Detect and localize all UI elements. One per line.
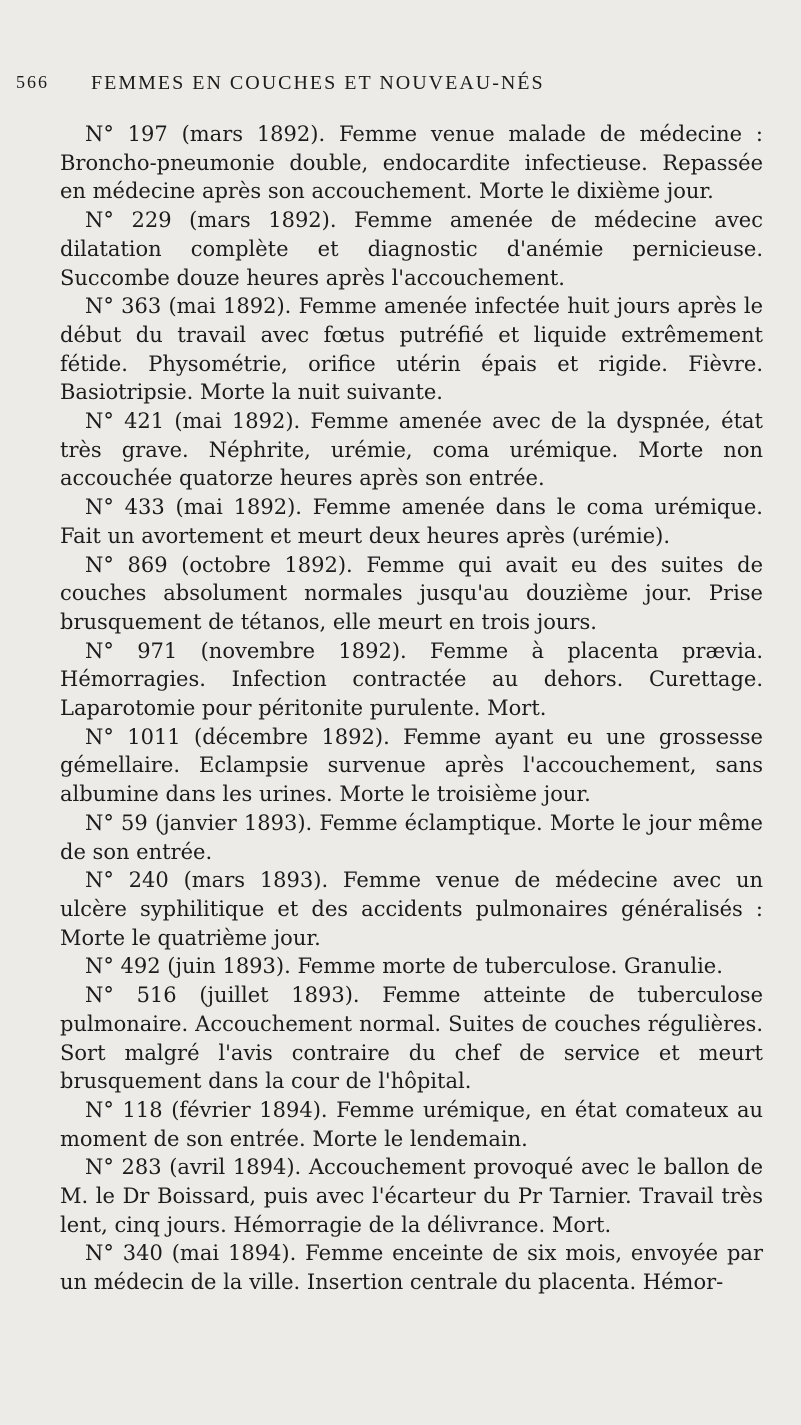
case-entry: N° 240 (mars 1893). Femme venue de médecine avec un ulcère syphilitique et des accidents pulmonaires généralisés : Morte le quatrième jour. — [60, 868, 763, 950]
case-entry: N° 869 (octobre 1892). Femme qui avait eu des suites de couches absolument normales jusqu'au douzième jour. Prise brusquement de tétanos, elle meurt en trois jours. — [60, 552, 763, 634]
case-entry: N° 59 (janvier 1893). Femme éclamptique. Morte le jour même de son entrée. — [60, 810, 763, 864]
case-entry: N° 363 (mai 1892). Femme amenée infectée huit jours après le début du travail avec fœtus putréfié et liquide extrêmement fétide. Physométrie, orifice utérin épais et rigide. Fièvre. Basiotripsie. Morte la nuit suivante. — [60, 294, 763, 405]
case-list — [60, 120, 763, 1297]
page-number: 566 — [16, 72, 49, 92]
case-entry: N° 516 (juillet 1893). Femme atteinte de tuberculose pulmonaire. Accouchement normal. Suites de couches régulières. Sort malgré l'avis contraire du chef de service et meurt brusquement dans la cour de l'hôpital. — [60, 983, 763, 1094]
running-head: FEMMES EN COUCHES ET NOUVEAU-NÉS — [91, 72, 545, 94]
case-entry: N° 283 (avril 1894). Accouchement provoqué avec le ballon de M. le Dr Boissard, puis avec l'écarteur du Pr Tarnier. Travail très lent, cinq jours. Hémorragie de la délivrance. Mort. — [60, 1155, 763, 1237]
page-header — [16, 72, 764, 110]
case-entry: N° 1011 (décembre 1892). Femme ayant eu une grossesse gémellaire. Eclampsie survenue après l'accouchement, sans albumine dans les urines. Morte le troisième jour. — [60, 724, 763, 807]
case-entry: N° 421 (mai 1892). Femme amenée avec de la dyspnée, état très grave. Néphrite, urémie, coma urémique. Morte non accouchée quatorze heures après son entrée. — [60, 409, 763, 491]
case-entry: N° 229 (mars 1892). Femme amenée de médecine avec dilatation complète et diagnostic d'anémie pernicieuse. Succombe douze heures après l'accouchement. — [60, 208, 763, 290]
case-entry: N° 197 (mars 1892). Femme venue malade de médecine : Broncho-pneumonie double, endocardite infectieuse. Repassée en médecine après son accouchement. Morte le dixième jour. — [60, 122, 763, 204]
case-entry: N° 492 (juin 1893). Femme morte de tuberculose. Granulie. — [85, 954, 723, 979]
case-entry: N° 340 (mai 1894). Femme enceinte de six mois, envoyée par un médecin de la ville. Insertion centrale du placenta. Hémor- — [60, 1241, 763, 1295]
case-entry: N° 971 (novembre 1892). Femme à placenta prævia. Hémorragies. Infection contractée au dehors. Curettage. Laparotomie pour péritonite purulente. Mort. — [60, 638, 763, 721]
case-entry: N° 118 (février 1894). Femme urémique, en état comateux au moment de son entrée. Morte le lendemain. — [60, 1097, 763, 1151]
case-entry: N° 433 (mai 1892). Femme amenée dans le coma urémique. Fait un avortement et meurt deux heures après (urémie). — [60, 495, 763, 548]
